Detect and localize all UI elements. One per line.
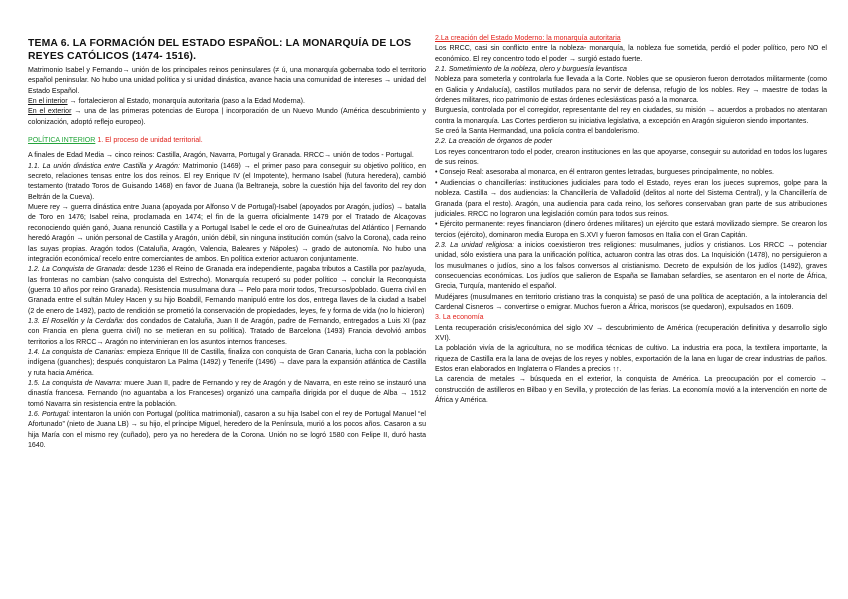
metales-paragraph: La carencia de metales → búsqueda en el exterior, la conquista de América. La preocupación por el comercio → construcción de astilleros en Bilbao y en Sevilla, y protección de las ferias. La economía movió a la intervención en norte de África y América. [435,376,827,405]
granada-paragraph [28,265,426,317]
subsection-1-3-text: dos condados de Cataluña, Juan II de Aragón, padre de Fernando, entregados a Luis XI (paz con Francia en plena guerra civil) no se metieran en su política). Tratado de Barcelona (1493) Francia devolvió ambos territorios a los RRCC→ Aragón no intervinieran en los asuntos internos franceses. [28,317,427,346]
subsection-1-1-text: Matrimonio (1469) → el primer paso para conseguir su objetivo político, en secreto, relaciones tensas entre los dos reinos. El rey Enrique IV (el Impotente), hermano Isabel (futura heredera), cambió testamento (tratado Toros de Guisando 1468) en favor de Juana (la Beltraneja, sobre la cuestión hija del favorito del rey don Beltrán de la Cueva). [28,162,426,201]
union-dinastica-paragraph [28,162,426,203]
rosellon-paragraph [28,317,426,348]
guerra-dinastica-paragraph: Muere rey → guerra dinástica entre Juana (apoyada por Alfonso V de Portugal)-Isabel (apoyados por Aragón, judíos) → batalla de Toro en 1476; Isabel reina, proclamada en 1474; el fin de la guerra oficialmente 1479 por el Tratado de Alcaçovas reconociendo quién ganó, Juana renunció Castilla y a Portugal Isabel le cede el oro de Guinea/rutas del Atlántico | Fernando heredó Aragón → unión personal de Castilla y Aragón, unión débil, sin ninguna institución común (salvo la Corona), cada reino las suyas propias. Aragón todos (Cataluña, Aragón, Valencia, Baleares y Nápoles) → grado de autonomía. No hubo una integración económica/ recelo entre comerciantes de ambos. En política exterior actuaron conjuntamente. [28,204,426,263]
audiencias-item: • Audiencias o chancillerías: instituciones judiciales para todo el Estado, reyes eran los jueces supremos, golpe para la nobleza. Castilla → dos audiencias: la Chancillería de Valladolid (delitos al norte del Sistema Central), y la Chancillería de Granada (para el resto). Aragón, una audiencia para cada reino, los señores conservaban gran parte de sus atribuciones judiciales. RRCC no lograron una legislación común para todos sus reinos. [435,179,827,218]
portugal-paragraph [28,410,426,451]
right-column [435,34,827,406]
reinos-paragraph: A finales de Edad Media → cinco reinos: Castilla, Aragón, Navarra, Portugal y Granada. RRCC→ unión de todos - Portugal. [28,152,414,160]
subsection-2-1-heading: 2.1. Sometimiento de la nobleza, clero y burguesía levantisca [435,66,627,74]
subsection-2-2-heading: 2.2. La creación de órganos de poder [435,138,553,146]
left-column [28,66,426,451]
subsection-1-4-heading: 1.4. La conquista de Canarias: [28,348,125,356]
section-2-heading: 2.La creación del Estado Moderno: la monarquía autoritaria [435,35,621,42]
subsection-2-3-text: a inicios coexistieron tres religiones: musulmanes, judíos y cristianos. Los RRCC → potenciar unidad, sólo existiera una para la unificación política, actuaron contra las otras dos. La Inquisición (1478), no persiguieron a los musulmanes o judíos, sino a los falsos conversos al cristianismo. Decreto de expulsión de los judíos (1492), graves consecuencias económicas. Los judíos que salieron de España se llamaban sefardíes, se asentaron en el norte de África, Grecia, Turquía, mantenido el español. [435,241,827,291]
subsection-1-3-heading: 1.3. El Rosellón y la Cerdaña: [28,317,125,325]
subsection-1-2-text: desde 1236 el Reino de Granada era independiente, pagaba tributos a Castilla por paz/ayuda, las fronteras no cambian (salvo conquista del Estrecho). Monarquía recuperó su poder político → concluir la Reconquista (guerra 10 años por reino Granada). Resistencia musulmana dura → Pelo para morir todos, Trecursos/poblado. Guerra civil en Granada entre el sultán Muley Hacen y su hijo Boabdil, Fernando manipuló entre los dos, entrega llaves de la ciudad a Isabel (2 de enero de 1492), pacto de rendición se prometió la conservación de propiedades, leyes, fe y forma de vida (no lo hicieron) [28,266,426,315]
subsection-1-4-text: empieza Enrique III de Castilla, finaliza con conquista de Gran Canaria, lucha con la población indígena (guanches); después conquistaron La Palma (1492) y Tenerife (1496) → clave para la expansión atlántica de Castilla y ruta hacia América. [28,348,426,377]
interior-paragraph [28,97,426,107]
santa-hermandad-paragraph: Se creó la Santa Hermandad, una policía contra el bandolerismo. [435,128,640,136]
ejercito-item: • Ejército permanente: reyes financiaron (dinero órdenes militares) un ejército que estará movilizado siempre. Se crearon los tercios (ejército), dominaron media Europa en S.XVI y fueron famosos en Italia con el Gran Capitán. [435,221,827,239]
section-heading-1 [28,136,426,146]
exterior-text: → una de las primeras potencias de Europa | incorporación de un Nuevo Mundo (América descubrimiento y colonización, adoptó reflejo europeo). [28,108,426,126]
intro-paragraph: Matrimonio Isabel y Fernando→ unión de los principales reinos peninsulares (≠ ú, una monarquía gobernaba todo el territorio español peninsular. No hubo una unidad política y si unidad dinástica, avance hacia una comunidad de intereses → unidad del Estado Español. [28,67,426,95]
interior-label: En el interior [28,98,68,106]
agricultura-paragraph: La población vivía de la agricultura, no se modifica técnicas de cultivo. La industria era poca, la textilera importante, la riqueza de Castilla era la lana de ovejas de los reyes y nobles, exportación de la lana en lugar de crear industrias de paños. Estos eran elaborados en Inglaterra o Flandes a precios ↑↑. [435,345,827,373]
section-1-title: 1. El proceso de unidad territorial. [95,137,203,145]
consejo-real-item: • Consejo Real: asesoraba al monarca, en él entraron gentes letradas, burgueses principalmente, no nobles. [435,169,774,177]
subsection-1-1-heading: 1.1. La unión dinástica entre Castilla y Aragón: [28,162,180,170]
subsection-2-3-heading: 2.3. La unidad religiosa: [435,241,515,249]
burguesia-paragraph: Burguesía, controlada por el corregidor, representante del rey en ciudades, su misión → acuerdos a probados no atentaran contra la monarquía. Las Cortes perdieron su iniciativa legislativa, a excepción en Aragón siguieron siendo importantes. [435,107,827,125]
nobleza-paragraph: Nobleza para someterla y controlarla fue llevada a la Corte. Nobles que se opusieron fueron derrotados militarmente (como en Galicia y Andalucía), castillos mutilados para no servir de defensa, refugio de los nobles. Rey → maestre de todas la órdenes militares, rico patrimonio de estas órdenes eclesiásticas pasó a la monarca. [435,76,827,105]
subsection-1-5-text: muere Juan II, padre de Fernando y rey de Aragón y de Navarra, en este reino se instauró una dinastía francesa. Fernando (no aguantaba a los Franceses) organizó una campaña dirigida por el duque de Alba → 1512 tomó Navarra sin resistencia entre la población. [28,379,427,408]
section-3-heading: 3. La economía [435,314,484,322]
subsection-1-5-heading: 1.5. La conquista de Navarra: [28,379,122,387]
unidad-religiosa-paragraph [435,241,827,293]
subsection-1-2-heading: 1.2. La Conquista de Granada: [28,266,126,274]
organos-paragraph: Los reyes concentraron todo el poder, crearon instituciones en las que apoyarse, conseguir su autoridad en todos los lugares de sus reinos. [435,148,827,167]
interior-text: → fortalecieron al Estado, monarquía autoritaria (paso a la Edad Moderna). [67,98,305,106]
subsection-1-6-heading: 1.6. Portugal: [28,411,71,418]
exterior-label: En el exterior [28,108,72,116]
canarias-paragraph [28,348,426,379]
exterior-paragraph [28,107,426,128]
recuperacion-paragraph: Lenta recuperación crisis/económica del siglo XV → descubrimiento de América (recuperación definitiva y desarrollo siglo XVI). [435,324,827,342]
politica-interior-label: POLÍTICA INTERIOR [28,137,96,145]
page-title: TEMA 6. LA FORMACIÓN DEL ESTADO ESPAÑOL: LA MONARQUÍA DE LOS REYES CATÓLICOS (1474- 1516). [28,38,412,62]
estado-moderno-paragraph: Los RRCC, casi sin conflicto entre la nobleza- monarquía, la nobleza fue sometida, perdió el poder político, pero NO el económico. El rey concentro todo el poder → surgió estado fuerte. [435,45,827,63]
navarra-paragraph [28,379,426,410]
mudejares-paragraph: Mudéjares (musulmanes en territorio cristiano tras la conquista) se pasó de una política de aceptación, a la intolerancia del Cardenal Cisneros → convertirse o emigrar. Muchos fueron a África, moriscos (se quedaron), expulsados en 1609. [435,293,827,311]
subsection-1-6-text: intentaron la unión con Portugal (política matrimonial), casaron a su hija Isabel con el rey de Portugal Manuel “el Afortunado” (nieto de Juana LB) → su hijo, el príncipe Miguel, heredero de la Península, murió a los pocos años. Casaron a su hija María con el mismo rey (cuñado), pero ya no heredera de la Corona. Unión no se logró 1580 con Felipe II, duró hasta 1640. [28,411,426,450]
